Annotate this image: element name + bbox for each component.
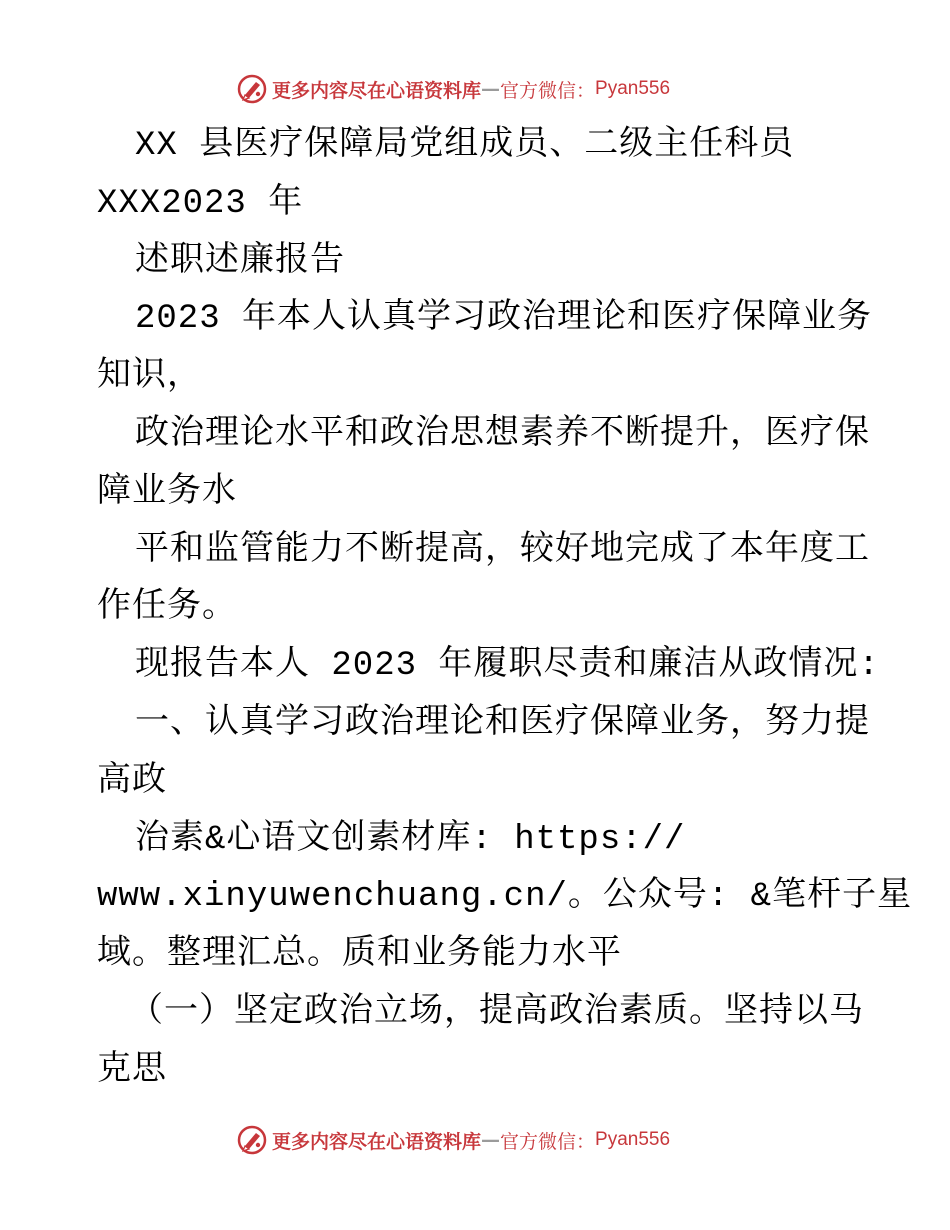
document-body — [97, 118, 913, 1101]
watermark-dash: — — [481, 1129, 501, 1151]
doc-line-title-1: XX 县医疗保障局党组成员、二级主任科员 — [135, 127, 795, 165]
doc-line-url: www.xinyuwenchuang.cn/。公众号: &笔杆子星 — [97, 878, 913, 917]
doc-line: 高政 — [97, 762, 167, 801]
header-watermark — [236, 72, 670, 106]
doc-line: 障业务水 — [97, 473, 237, 512]
pen-logo-icon — [236, 1124, 268, 1156]
watermark-wechat-label: 官方微信： — [500, 79, 596, 102]
watermark-wechat-id: Pyan556 — [595, 1129, 671, 1150]
doc-line: 克思 — [97, 1051, 167, 1090]
doc-line: 政治理论水平和政治思想素养不断提升，医疗保 — [135, 415, 870, 454]
doc-line: 作任务。 — [97, 589, 237, 628]
doc-line-title-3: 述职述廉报告 — [135, 242, 345, 281]
doc-line: 现报告本人 2023 年履职尽责和廉洁从政情况: — [135, 647, 880, 686]
doc-line: 治素&心语文创素材库: https:// — [135, 820, 686, 859]
doc-line: 2023 年本人认真学习政治理论和医疗保障业务 — [135, 300, 873, 339]
doc-line: 平和监管能力不断提高，较好地完成了本年度工 — [135, 531, 870, 570]
doc-line-title-2: XXX2023 年 — [97, 184, 304, 223]
watermark-brand-text: 更多内容尽在心语资料库 — [272, 79, 482, 102]
doc-line-section-heading: 一、认真学习政治理论和医疗保障业务，努力提 — [135, 704, 870, 743]
watermark-wechat-label: 官方微信： — [500, 1130, 596, 1153]
watermark-wechat-id: Pyan556 — [595, 78, 671, 99]
footer-watermark — [236, 1123, 670, 1157]
doc-line: 域。整理汇总。质和业务能力水平 — [97, 936, 622, 975]
watermark-dash: — — [481, 78, 501, 100]
watermark-brand-text: 更多内容尽在心语资料库 — [272, 1130, 482, 1153]
pen-logo-icon — [236, 73, 268, 105]
doc-line-subsection-heading: （一）坚定政治立场，提高政治素质。坚持以马 — [129, 993, 864, 1032]
doc-line: 知识， — [97, 358, 202, 397]
